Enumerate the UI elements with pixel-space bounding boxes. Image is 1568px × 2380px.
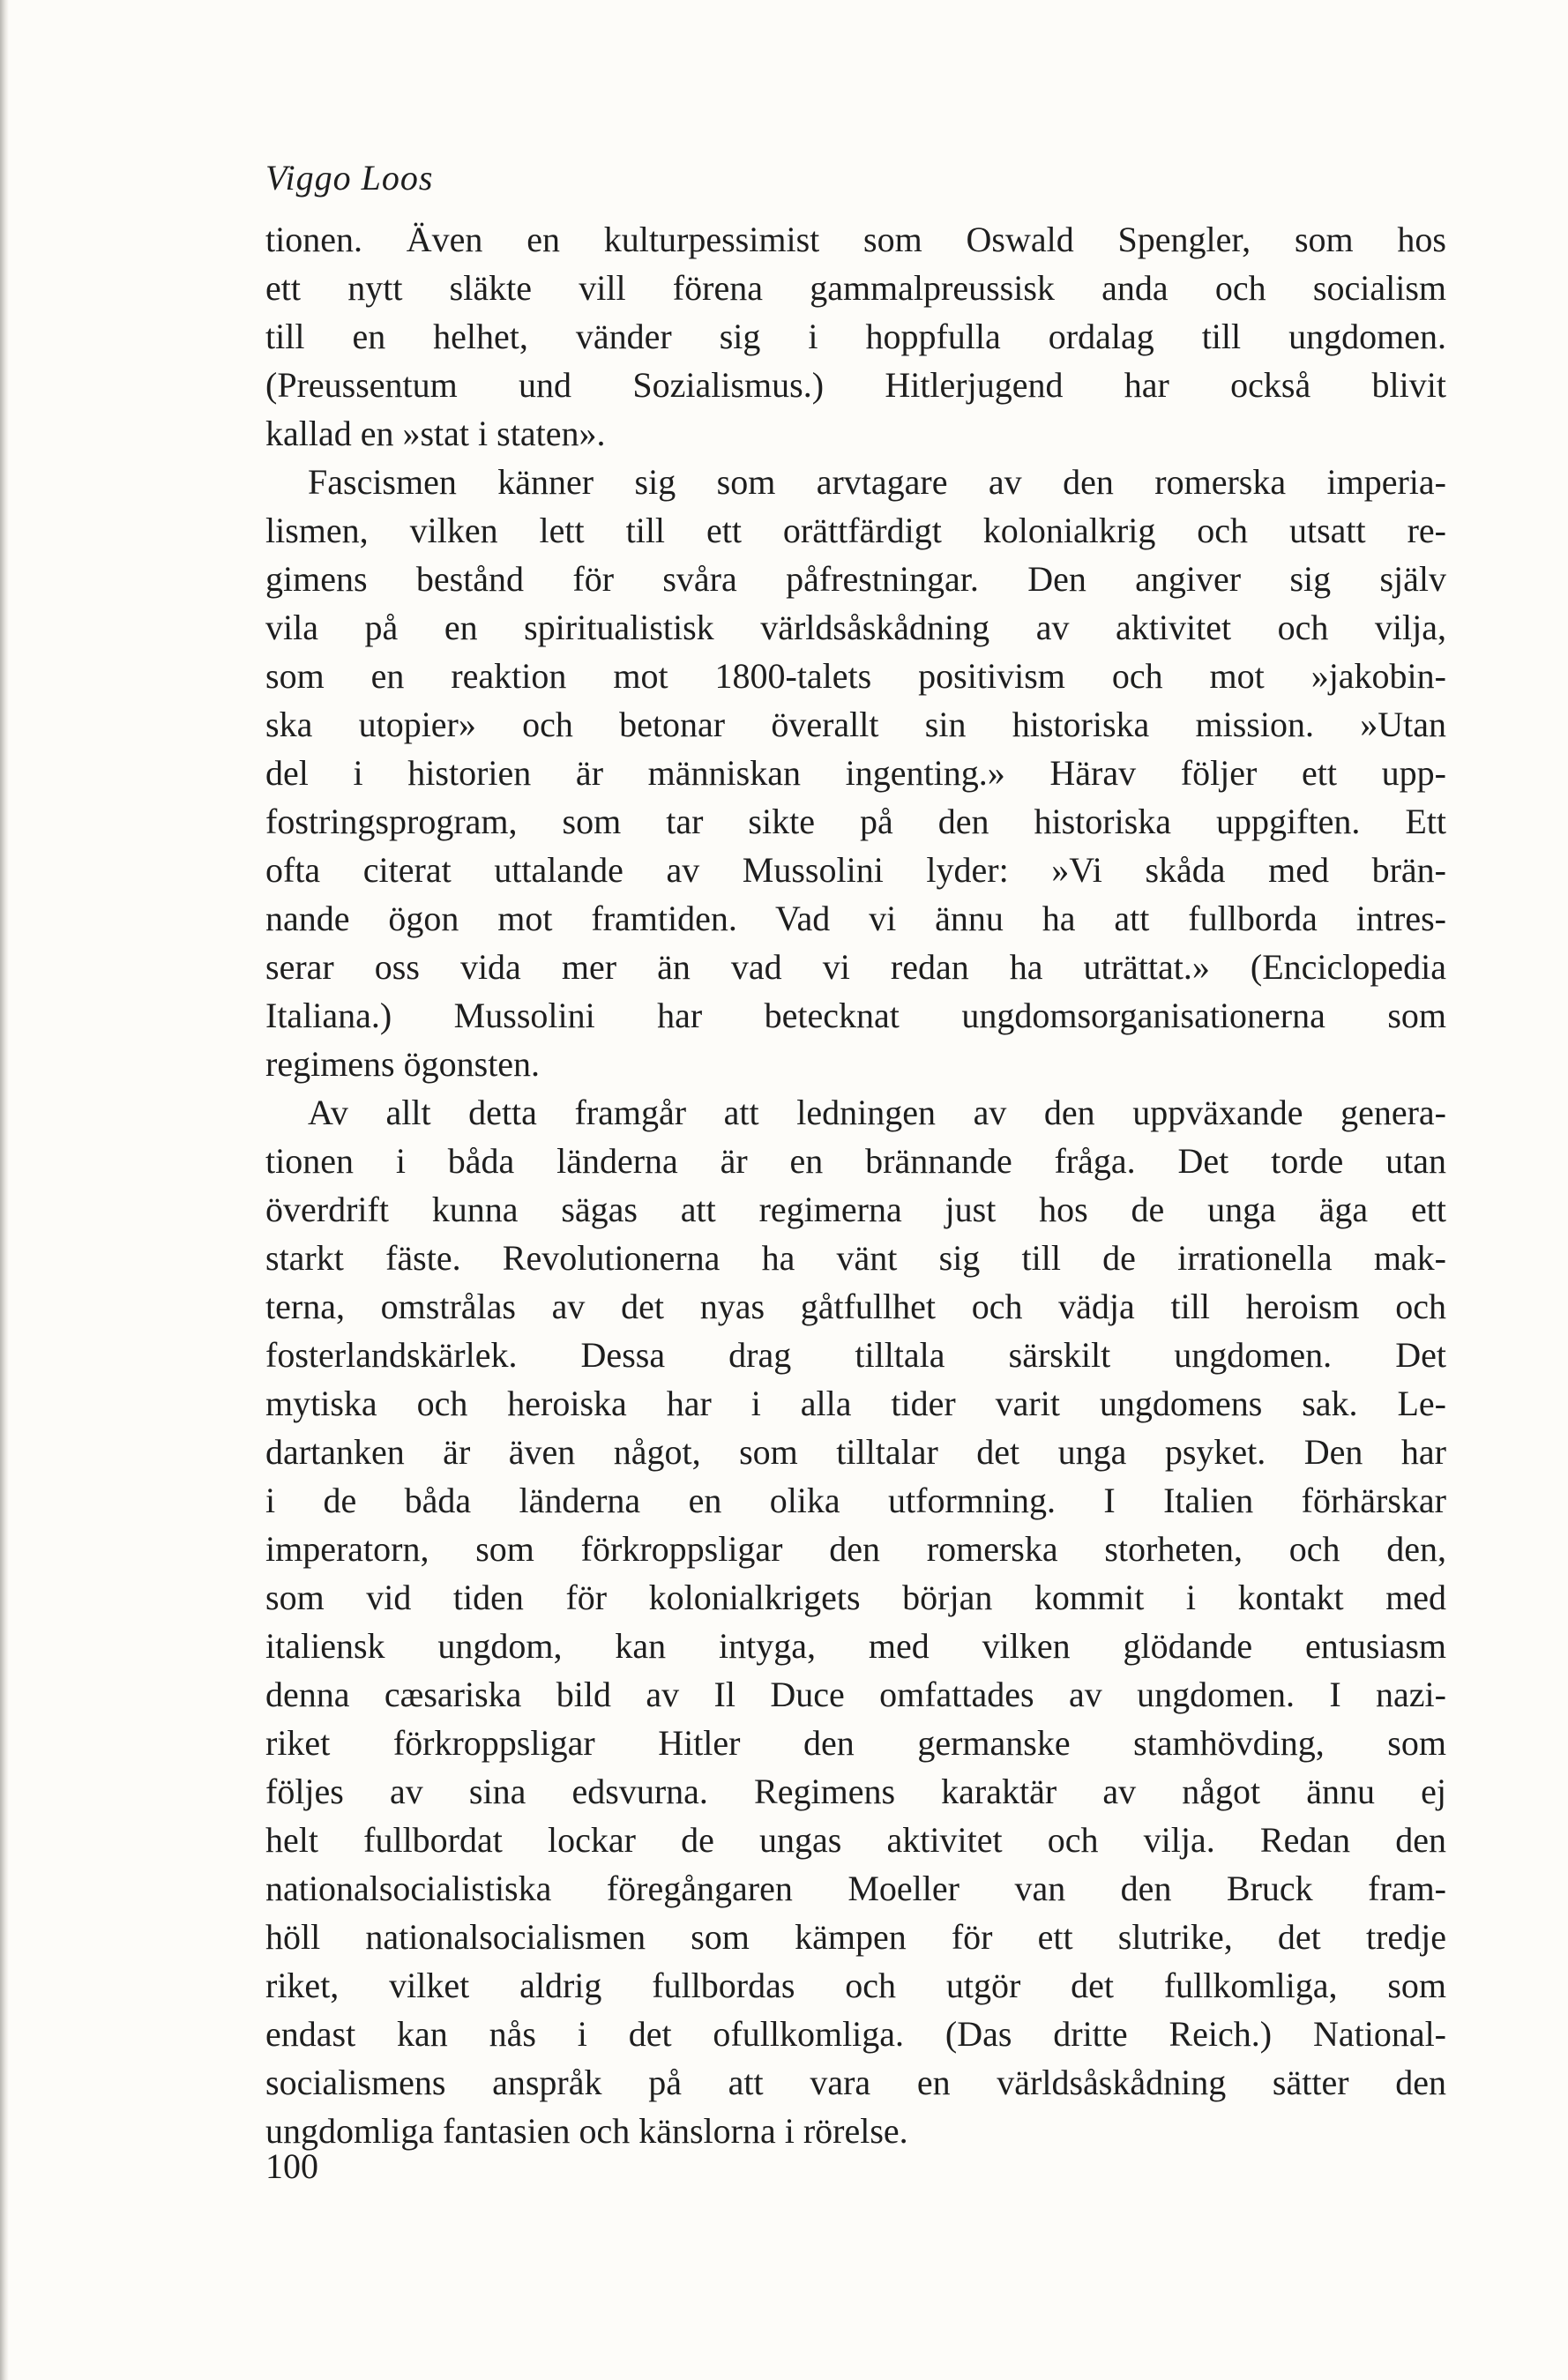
paragraph xyxy=(265,1088,1446,2155)
paragraph xyxy=(265,215,1446,458)
text-line: ett nytt släkte vill förena gammalpreussisk anda och socialism xyxy=(265,268,1446,308)
text-line: nationalsocialistiska föregångaren Moeller van den Bruck fram- xyxy=(265,1869,1446,1908)
text-line: Italiana.) Mussolini har betecknat ungdomsorganisationerna som xyxy=(265,996,1446,1035)
text-line: ofta citerat uttalande av Mussolini lyder: »Vi skåda med brän- xyxy=(265,850,1446,890)
text-line: följes av sina edsvurna. Regimens karaktär av något ännu ej xyxy=(265,1772,1446,1811)
text-line: till en helhet, vänder sig i hoppfulla ordalag till ungdomen. xyxy=(265,317,1446,356)
text-line: italiensk ungdom, kan intyga, med vilken glödande entusiasm xyxy=(265,1626,1446,1666)
text-line: del i historien är människan ingenting.» Härav följer ett upp- xyxy=(265,753,1446,793)
text-line: kallad en »stat i staten». xyxy=(265,414,606,453)
text-line: ungdomliga fantasien och känslorna i rörelse. xyxy=(265,2111,908,2151)
text-line: lismen, vilken lett till ett orättfärdigt kolonialkrig och utsatt re- xyxy=(265,511,1446,550)
text-line: (Preussentum und Sozialismus.) Hitlerjugend har också blivit xyxy=(265,365,1446,405)
text-line: endast kan nås i det ofullkomliga. (Das dritte Reich.) National- xyxy=(265,2014,1446,2054)
text-line: vila på en spiritualistisk världsåskådning av aktivitet och vilja, xyxy=(265,608,1446,647)
text-line: socialismens anspråk på att vara en världsåskådning sätter den xyxy=(265,2063,1446,2102)
text-line: Av allt detta framgår att ledningen av den uppväxande genera- xyxy=(308,1093,1446,1132)
text-line: fostringsprogram, som tar sikte på den historiska uppgiften. Ett xyxy=(265,802,1446,841)
page-number: 100 xyxy=(265,2146,318,2186)
text-line: denna cæsariska bild av Il Duce omfattades av ungdomen. I nazi- xyxy=(265,1675,1446,1714)
text-line: höll nationalsocialismen som kämpen för ett slutrike, det tredje xyxy=(265,1917,1446,1957)
scan-edge-shadow xyxy=(0,0,9,2380)
text-line: tionen i båda länderna är en brännande fråga. Det torde utan xyxy=(265,1141,1446,1181)
text-line: terna, omstrålas av det nyas gåtfullhet och vädja till heroism och xyxy=(265,1287,1446,1326)
text-line: ska utopier» och betonar överallt sin historiska mission. »Utan xyxy=(265,705,1446,744)
text-line: serar oss vida mer än vad vi redan ha uträttat.» (Enciclopedia xyxy=(265,947,1446,987)
text-line: fosterlandskärlek. Dessa drag tilltala särskilt ungdomen. Det xyxy=(265,1335,1446,1375)
text-line: gimens bestånd för svåra påfrestningar. Den angiver sig själv xyxy=(265,559,1446,599)
text-line: regimens ögonsten. xyxy=(265,1044,541,1084)
text-line: riket förkroppsligar Hitler den germanske stamhövding, som xyxy=(265,1723,1446,1763)
text-line: riket, vilket aldrig fullbordas och utgör det fullkomliga, som xyxy=(265,1966,1446,2005)
text-line: dartanken är även något, som tilltalar det unga psyket. Den har xyxy=(265,1432,1446,1472)
body-text xyxy=(265,215,1446,2155)
paragraph xyxy=(265,458,1446,1088)
text-line: imperatorn, som förkroppsligar den romerska storheten, och den, xyxy=(265,1529,1446,1569)
text-line: tionen. Även en kulturpessimist som Oswald Spengler, som hos xyxy=(265,220,1446,259)
text-line: som en reaktion mot 1800-talets positivism och mot »jakobin- xyxy=(265,656,1446,696)
text-line: som vid tiden för kolonialkrigets början kommit i kontakt med xyxy=(265,1578,1446,1617)
text-line: mytiska och heroiska har i alla tider varit ungdomens sak. Le- xyxy=(265,1384,1446,1423)
text-line: nande ögon mot framtiden. Vad vi ännu ha att fullborda intres- xyxy=(265,899,1446,938)
text-line: helt fullbordat lockar de ungas aktivitet och vilja. Redan den xyxy=(265,1820,1446,1860)
text-line: Fascismen känner sig som arvtagare av den romerska imperia- xyxy=(308,462,1446,502)
text-line: överdrift kunna sägas att regimerna just hos de unga äga ett xyxy=(265,1190,1446,1229)
text-line: starkt fäste. Revolutionerna ha vänt sig till de irrationella mak- xyxy=(265,1238,1446,1278)
text-line: i de båda länderna en olika utformning. I Italien förhärskar xyxy=(265,1481,1446,1520)
running-head-author: Viggo Loos xyxy=(265,158,434,198)
